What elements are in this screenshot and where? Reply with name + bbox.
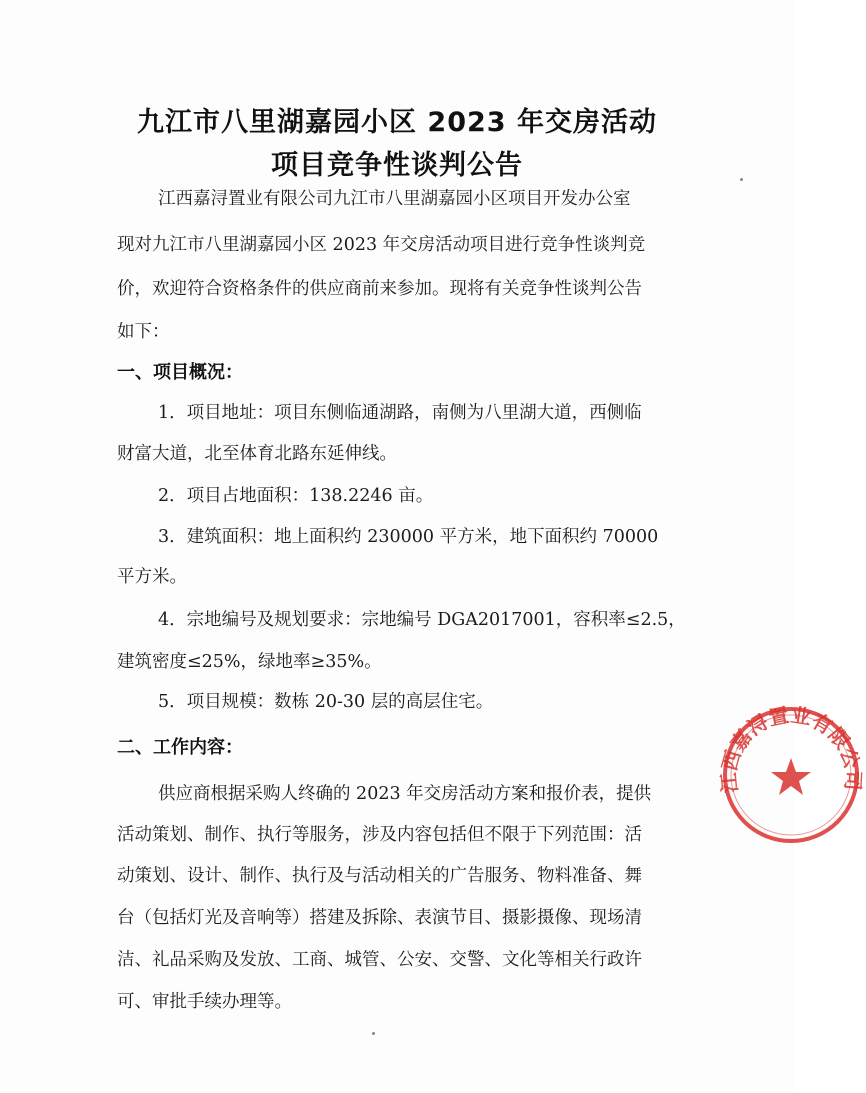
intro-line-2: 现对九江市八里湖嘉园小区 2023 年交房活动项目进行竞争性谈判竞 <box>117 235 646 255</box>
company-seal-stamp <box>716 700 866 850</box>
section2-para-line4: 台（包括灯光及音响等）搭建及拆除、表演节目、摄影摄像、现场清 <box>117 908 642 928</box>
section2-para-line2: 活动策划、制作、执行等服务，涉及内容包括但不限于下列范围：活 <box>117 825 642 845</box>
intro-line-3: 价，欢迎符合资格条件的供应商前来参加。现将有关竞争性谈判公告 <box>117 279 642 299</box>
document-title-line2: 项目竞争性谈判公告 <box>271 150 523 181</box>
section2-para-line6: 可、审批手续办理等。 <box>117 992 292 1012</box>
section1-item5: 5．项目规模：数栋 20-30 层的高层住宅。 <box>158 692 494 712</box>
section2-para-line5: 洁、礼品采购及发放、工商、城管、公安、交警、文化等相关行政许 <box>117 950 642 970</box>
section1-heading: 一、项目概况： <box>117 362 243 383</box>
section1-item2: 2．项目占地面积：138.2246 亩。 <box>158 486 434 506</box>
section1-item3-line1: 3．建筑面积：地上面积约 230000 平方米，地下面积约 70000 <box>158 527 659 547</box>
seal-text: 江西嘉浔置业有限公司 <box>716 702 866 794</box>
section2-para-line3: 动策划、设计、制作、执行及与活动相关的广告服务、物料准备、舞 <box>117 866 642 886</box>
document-title-line1: 九江市八里湖嘉园小区 2023 年交房活动 <box>137 107 657 138</box>
scan-speck <box>372 1032 375 1035</box>
scan-speck <box>740 178 743 181</box>
section1-item4-line2: 建筑密度≤25%，绿地率≥35%。 <box>117 652 382 672</box>
intro-line-1: 江西嘉浔置业有限公司九江市八里湖嘉园小区项目开发办公室 <box>158 189 631 209</box>
section1-item1-line2: 财富大道，北至体育北路东延伸线。 <box>117 444 397 464</box>
intro-line-4: 如下： <box>117 322 170 342</box>
section1-item3-line2: 平方米。 <box>117 567 187 587</box>
section2-heading: 二、工作内容： <box>117 737 243 758</box>
section1-item4-line1: 4．宗地编号及规划要求：宗地编号 DGA2017001，容积率≤2.5， <box>158 610 686 630</box>
section1-item1-line1: 1．项目地址：项目东侧临通湖路，南侧为八里湖大道，西侧临 <box>158 403 642 423</box>
section2-para-line1: 供应商根据采购人终确的 2023 年交房活动方案和报价表，提供 <box>158 784 652 804</box>
